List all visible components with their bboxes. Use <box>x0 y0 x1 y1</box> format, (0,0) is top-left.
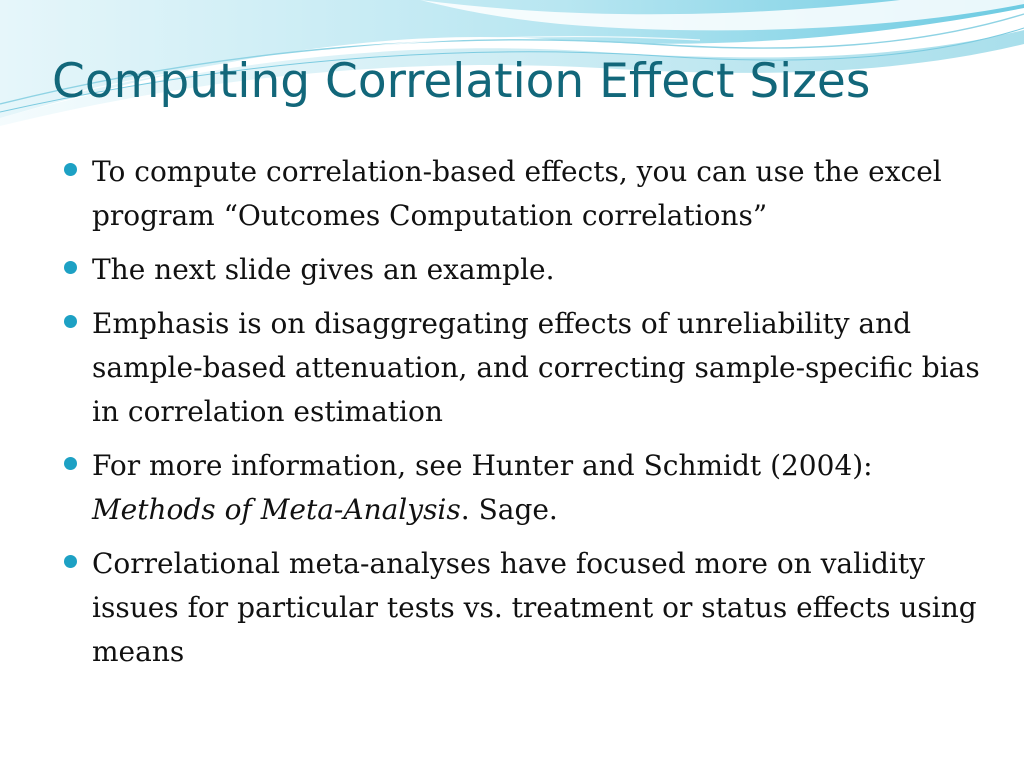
slide-title: Computing Correlation Effect Sizes <box>52 54 871 109</box>
bullet-text: The next slide gives an example. <box>92 253 555 286</box>
bullet-icon <box>64 457 77 470</box>
bullet-item <box>62 150 982 238</box>
citation-tail-text: . Sage. <box>460 493 558 526</box>
bullet-item <box>62 302 982 434</box>
citation-lead-text: For more information, see Hunter and Schmidt (2004): <box>92 449 873 482</box>
bullet-icon <box>64 555 77 568</box>
bullet-list <box>62 150 982 684</box>
bullet-icon <box>64 261 77 274</box>
bullet-item <box>62 444 982 532</box>
bullet-text: Correlational meta-analyses have focused more on validity issues for particular tests vs. treatment or status effects using means <box>92 547 977 668</box>
bullet-item <box>62 542 982 674</box>
bullet-text <box>92 449 873 526</box>
bullet-text: To compute correlation-based effects, you can use the excel program “Outcomes Computation correlations” <box>92 155 942 232</box>
bullet-icon <box>64 163 77 176</box>
bullet-text: Emphasis is on disaggregating effects of unreliability and sample-based attenuation, and correcting sample-specific bias in correlation estimation <box>92 307 980 428</box>
book-title: Methods of Meta-Analysis <box>92 493 461 526</box>
bullet-item <box>62 248 982 292</box>
bullet-icon <box>64 315 77 328</box>
